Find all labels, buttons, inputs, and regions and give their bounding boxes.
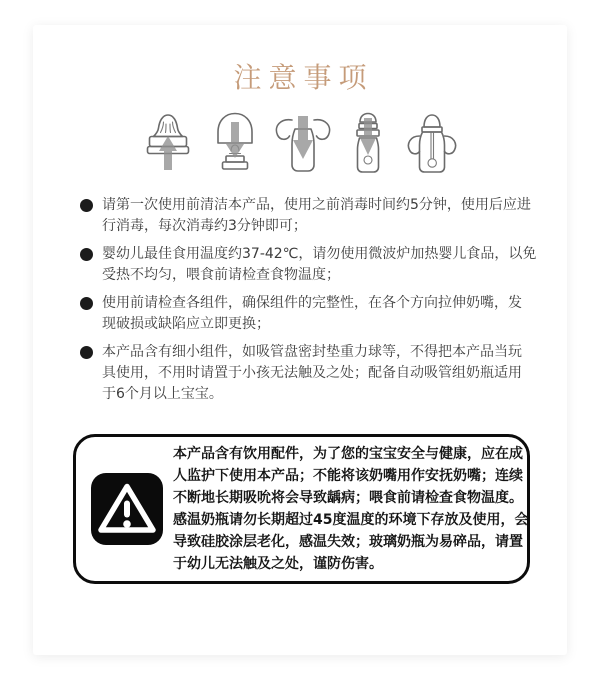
bullet-dot-icon <box>80 248 93 261</box>
precaution-text <box>102 342 522 405</box>
warning-line: 不断地长期吸吮将会导致龋病；喂食前请检查食物温度。 <box>173 490 523 506</box>
precaution-line: 行消毒，每次消毒约3分钟即可； <box>102 218 307 234</box>
precaution-text <box>102 244 536 286</box>
precaution-item <box>80 342 542 405</box>
teat-ring-assemble-up-icon <box>136 107 200 179</box>
precaution-line: 使用前请检查各组件，确保组件的完整性，在各个方向拉伸奶嘴，发 <box>102 295 522 311</box>
bullet-dot-icon <box>80 346 93 359</box>
warning-text <box>173 443 528 575</box>
precaution-list <box>80 195 542 405</box>
warning-line: 导致硅胶涂层老化，感温失效；玻璃奶瓶为易碎品，请置 <box>173 534 523 550</box>
precaution-line: 现破损或缺陷应立即更换； <box>102 316 270 332</box>
precaution-line: 受热不均匀，喂食前请检查食物温度； <box>102 267 340 283</box>
warning-line: 于幼儿无法触及之处，谨防伤害。 <box>173 556 383 572</box>
bullet-dot-icon <box>80 199 93 212</box>
assembled-bottle-with-handles-icon <box>400 107 464 179</box>
precaution-line: 婴幼儿最佳食用温度约37-42℃，请勿使用微波炉加热婴儿食品，以免 <box>102 246 537 262</box>
precaution-item <box>80 244 542 286</box>
precaution-line: 于6个月以上宝宝。 <box>102 386 223 402</box>
lid-stack-down-on-straw-bottle-icon <box>342 107 394 179</box>
warning-line: 人监护下使用本产品；不能将该奶嘴用作安抚奶嘴；连续 <box>173 468 523 484</box>
hood-press-down-on-teat-icon <box>206 107 264 179</box>
precaution-line: 请第一次使用前清洁本产品，使用之前消毒时间约5分钟，使用后应进 <box>102 197 531 213</box>
precaution-text <box>102 195 531 237</box>
precaution-line: 本产品含有细小组件，如吸管盘密封垫重力球等，不得把本产品当玩 <box>102 344 522 360</box>
precaution-item <box>80 293 542 335</box>
warning-line: 感温奶瓶请勿长期超过45度温度的环境下存放及使用，会 <box>173 512 529 528</box>
notice-card <box>33 25 567 655</box>
precaution-line: 具使用，不用时请置于小孩无法触及之处；配备自动吸管组奶瓶适用 <box>102 365 522 381</box>
assembly-steps-row <box>33 107 567 179</box>
page-title: 注意事项 <box>233 61 374 94</box>
warning-box <box>73 434 530 584</box>
warning-line: 本产品含有饮用配件，为了您的宝宝安全与健康，应在成 <box>173 446 523 462</box>
precaution-item <box>80 195 542 237</box>
warning-triangle-icon <box>91 473 163 545</box>
bullet-dot-icon <box>80 297 93 310</box>
handles-attach-down-to-bottle-icon <box>270 107 336 179</box>
precaution-text <box>102 293 522 335</box>
